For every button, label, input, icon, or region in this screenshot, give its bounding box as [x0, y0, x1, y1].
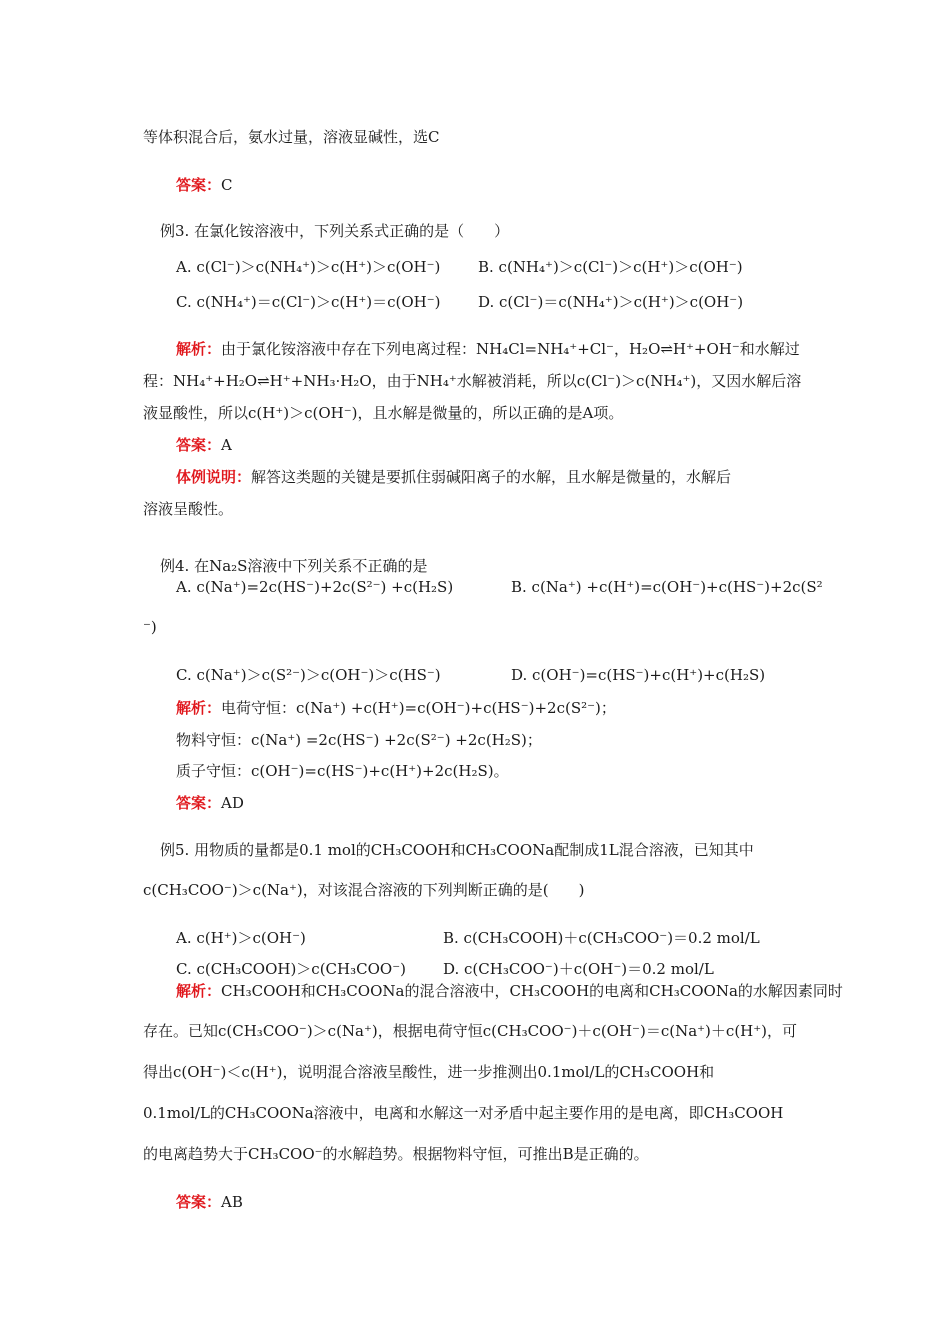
analysis-line: [176, 698, 616, 718]
text-line: ⁻): [143, 618, 157, 636]
option-b: B. c(CH₃COOH)＋c(CH₃COO⁻)＝0.2 mol/L: [443, 929, 760, 947]
explanation-text: 解答这类题的关键是要抓住弱碱阳离子的水解，且水解是微量的，水解后: [251, 468, 732, 486]
analysis-text: CH₃COOH和CH₃COONa的混合溶液中，CH₃COOH的电离和CH₃COONa的水解因素同时: [221, 982, 843, 1000]
answer-line: [176, 793, 244, 813]
answer-value: AD: [221, 794, 244, 812]
text-line: 质子守恒：c(OH⁻)=c(HS⁻)+c(H⁺)+2c(H₂S)。: [176, 762, 509, 780]
explanation-line: [176, 467, 731, 487]
option-c: C. c(Na⁺)＞c(S²⁻)＞c(OH⁻)＞c(HS⁻): [176, 666, 441, 684]
option-c: C. c(NH₄⁺)＝c(Cl⁻)＞c(H⁺)＝c(OH⁻): [176, 293, 441, 311]
analysis-line: [176, 981, 843, 1001]
text-line: c(CH₃COO⁻)＞c(Na⁺)，对该混合溶液的下列判断正确的是( ): [143, 881, 585, 899]
example-4-question: 例4. 在Na₂S溶液中下列关系不正确的是: [160, 557, 428, 575]
analysis-text: 电荷守恒：c(Na⁺) +c(H⁺)=c(OH⁻)+c(HS⁻)+2c(S²⁻)；: [221, 699, 616, 717]
option-a: A. c(Cl⁻)＞c(NH₄⁺)＞c(H⁺)＞c(OH⁻): [176, 258, 441, 276]
option-d: D. c(OH⁻)=c(HS⁻)+c(H⁺)+c(H₂S): [511, 666, 766, 684]
option-d: D. c(CH₃COO⁻)＋c(OH⁻)＝0.2 mol/L: [443, 960, 714, 978]
answer-label: 答案：: [176, 436, 222, 454]
answer-value: AB: [221, 1193, 243, 1211]
option-b: B. c(Na⁺) +c(H⁺)=c(OH⁻)+c(HS⁻)+2c(S²: [511, 578, 823, 596]
option-d: D. c(Cl⁻)＝c(NH₄⁺)＞c(H⁺)＞c(OH⁻): [478, 293, 744, 311]
option-c: C. c(CH₃COOH)＞c(CH₃COO⁻): [176, 960, 406, 978]
analysis-label: 解析：: [176, 340, 222, 358]
analysis-label: 解析：: [176, 982, 222, 1000]
text-line: 物料守恒：c(Na⁺) =2c(HS⁻) +2c(S²⁻) +2c(H₂S)；: [176, 731, 542, 749]
text-line: 存在。已知c(CH₃COO⁻)＞c(Na⁺)，根据电荷守恒c(CH₃COO⁻)＋c(OH⁻)＝c(Na⁺)＋c(H⁺)，可: [143, 1022, 798, 1040]
answer-line: [176, 1192, 243, 1212]
analysis-text: 由于氯化铵溶液中存在下列电离过程：NH₄Cl=NH₄⁺+Cl⁻，H₂O⇌H⁺+OH⁻和水解过: [221, 340, 800, 358]
example-5-question: 例5. 用物质的量都是0.1 mol的CH₃COOH和CH₃COONa配制成1L混合溶液，已知其中: [160, 841, 754, 859]
analysis-line: [176, 339, 800, 359]
text-line: 等体积混合后，氨水过量，溶液显碱性，选C: [143, 128, 440, 146]
answer-line: [176, 435, 232, 455]
answer-label: 答案：: [176, 1193, 222, 1211]
text-line: 的电离趋势大于CH₃COO⁻的水解趋势。根据物料守恒，可推出B是正确的。: [143, 1145, 649, 1163]
text-line: 液显酸性，所以c(H⁺)＞c(OH⁻)，且水解是微量的，所以正确的是A项。: [143, 404, 624, 422]
analysis-label: 解析：: [176, 699, 222, 717]
answer-label: 答案：: [176, 794, 222, 812]
answer-line: [176, 175, 233, 195]
text-line: 得出c(OH⁻)＜c(H⁺)，说明混合溶液呈酸性，进一步推测出0.1mol/L的CH₃COOH和: [143, 1063, 715, 1081]
example-3-question: 例3. 在氯化铵溶液中，下列关系式正确的是（ ）: [160, 222, 510, 240]
option-a: A. c(H⁺)＞c(OH⁻): [176, 929, 306, 947]
option-b: B. c(NH₄⁺)＞c(Cl⁻)＞c(H⁺)＞c(OH⁻): [478, 258, 743, 276]
answer-value: C: [221, 176, 233, 194]
answer-value: A: [221, 436, 232, 454]
text-line: 溶液呈酸性。: [143, 500, 234, 518]
explanation-label: 体例说明：: [176, 468, 252, 486]
option-a: A. c(Na⁺)=2c(HS⁻)+2c(S²⁻) +c(H₂S): [176, 578, 454, 596]
text-line: 0.1mol/L的CH₃COONa溶液中，电离和水解这一对矛盾中起主要作用的是电离，即CH₃COOH: [143, 1104, 784, 1122]
answer-label: 答案：: [176, 176, 222, 194]
text-line: 程：NH₄⁺+H₂O⇌H⁺+NH₃·H₂O，由于NH₄⁺水解被消耗，所以c(Cl⁻)＞c(NH₄⁺)，又因水解后溶: [143, 372, 802, 390]
